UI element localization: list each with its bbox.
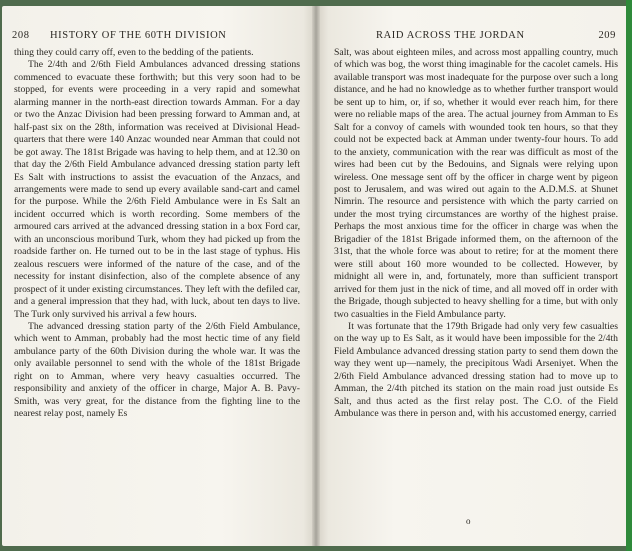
right-page-number: 209	[598, 30, 616, 41]
left-page-body	[14, 47, 300, 421]
left-paragraph-1: thing they could carry off, even to the bedding of the patients.	[14, 47, 254, 58]
left-running-head: HISTORY OF THE 60TH DIVISION	[50, 30, 227, 41]
left-paragraph-3: The advanced dressing station party of the 2/6th Field Ambulance, which went to Amman, probably had the most hectic time of any field ambulance party of the 60th Division during the whole war. It was the only available personnel to send with the whole of the 181st Brigade right on to Amman, where very heavy casualties occurred. The responsibility and anxiety of the officer in charge, Major A. B. Pavy-Smith, was very great, for the distance from the fighting line to the nearest relay post, namely Es	[14, 320, 300, 420]
window-edge	[626, 0, 632, 551]
right-paragraph-2: It was fortunate that the 179th Brigade had only very few casualties on the way up to Es Salt, as it would have been impossible for the 2/4th Field Ambulance advanced dressing station party to send them down the way they went up—namely, the precipitous Wadi Arseniyet. When the 2/6th Field Ambulance advanced dressing station had to move up to Amman, the 2/4th pitched its station on the main road just outside Es Salt, and thus acted as the first relay post. The C.O. of the Field Ambulance was there in person and, with his accustomed energy, carried	[334, 320, 618, 420]
left-paragraph-2: The 2/4th and 2/6th Field Ambulances advanced dressing stations commenced to evacuate these forthwith; but this very soon had to be stopped, for events were proceeding in a very rapid and somewhat alarming manner in the north-east direction towards Amman. For a day or two the Anzac Division had been pressing forward to Amman and, at half-past six on the 28th, information was received at Divisional Head-quarters that there were 140 Anzac wounded near Amman that could not be got away. The 181st Brigade was having to help them, and at 12.30 on that day the 2/6th Field Ambulance advanced dressing station party left Es Salt with instructions to assist the evacuation of the Anzacs, and arrangements were made to send up every available sand-cart and camel for the purpose. While the 2/6th Field Ambulance were in Es Salt an incident occurred which is worth recording. Some members of the armoured cars arrived at the advanced dressing station in a box Ford car, with an unconscious moribund Turk, whom they had picked up from the roadside farther on. He turned out to be in the last stage of typhus. His zealous rescuers were informed of the nature of the case, and of the necessity for instant disinfection, also of the complete absence of any prospect of it under existing circumstances. They left with the defiled car, and a general impression that they had, with luck, about ten days to live. The Turk only survived his arrival a few hours.	[14, 59, 300, 320]
signature-mark: o	[466, 516, 471, 526]
right-page-body	[334, 47, 618, 421]
book-gutter	[312, 6, 320, 546]
right-paragraph-1: Salt, was about eighteen miles, and across most appalling country, much of which was bog, the worst thing imaginable for the cacolet camels. His available transport was most inadequate for the purpose over such a long distance, and he had no knowledge as to whether further transport would be sent up to him, or, if so, whether it would ever reach him, for there were no reliable maps of the area. The actual journey from Amman to Es Salt for a convoy of camels with wounded took ten hours, so that they could not be expected back at Amman under twenty-four hours. To add to the anxiety, communication with the rear was difficult as most of the wires had been cut by the Bedouins, and Signals were relying upon wireless. One message sent off by the officer in charge went by pigeon post to Jerusalem, and was wired out again to the A.D.M.S. at Shunet Nimrin. The resource and persistence with which the party carried on under the most trying circumstances are worthy of the highest praise. Perhaps the most anxious time for the officer in charge was when the Brigadier of the 181st Brigade informed them, on the afternoon of the 31st, that the whole force was about to retire; for at the moment there were still about 160 more wounded to be collected. However, by midnight all were in, and, fortunately, more than sufficient transport arrived for them just in the nick of time, and all moved off in order with the Brigade, though subjected to heavy shelling for a time, but with only two casualties in the Field Ambulance party.	[334, 47, 618, 320]
right-page	[316, 6, 630, 546]
right-running-head: RAID ACROSS THE JORDAN	[376, 30, 525, 41]
left-page-number: 208	[12, 30, 30, 41]
left-page	[2, 6, 316, 546]
